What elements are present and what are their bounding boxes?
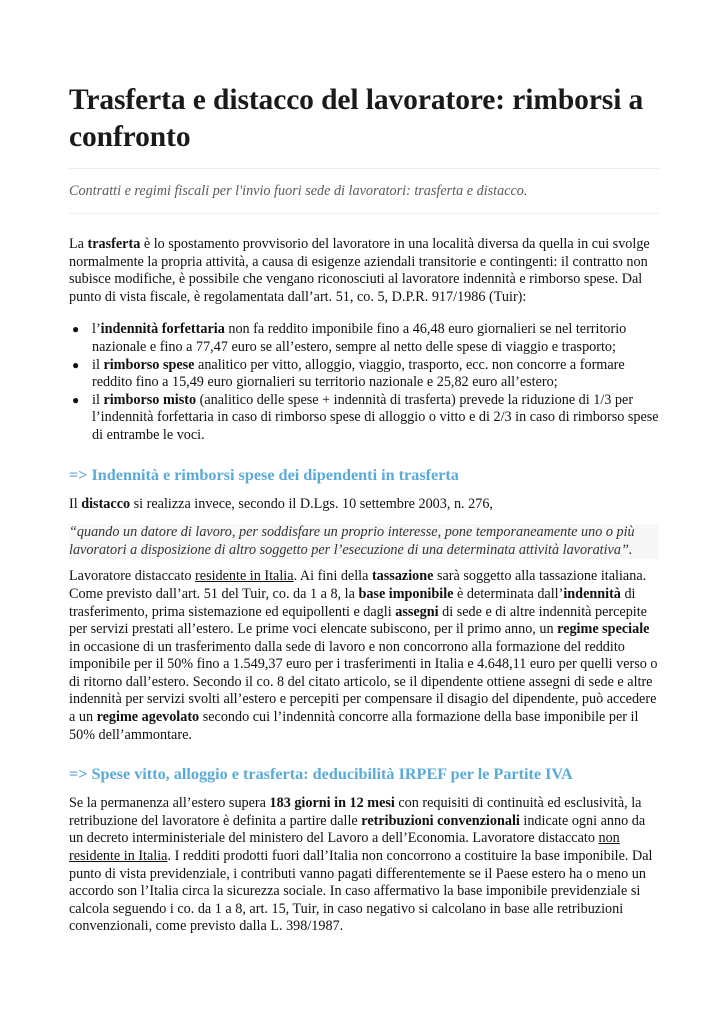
link-spese-vitto-alloggio[interactable]: => Spese vitto, alloggio e trasferta: deducibilità IRPEF per le Partite IVA — [69, 765, 573, 784]
residente-paragraph — [69, 568, 659, 744]
bullet-bold: indennità forfettaria — [100, 321, 225, 338]
p3-bold-regime-speciale: regime speciale — [557, 621, 650, 638]
p3-text-3: sarà soggetto alla tassazione italiana. Come previsto dall’art. 51 del Tuir, co. da 1 a 8, la — [69, 568, 647, 602]
distacco-paragraph — [69, 496, 659, 514]
p4-text-2: con requisiti di continuità ed esclusività, la retribuzione del lavoratore è definita a partire dalle — [69, 795, 642, 829]
distacco-quote: “quando un datore di lavoro, per soddisfare un proprio interesse, pone temporaneamente uno o più lavoratori a disposizione di altro soggetto per l’esecuzione di una determinata attività lavorativa”. — [69, 524, 659, 559]
distacco-bold: distacco — [81, 495, 131, 512]
p3-bold-base-imponibile: base imponibile — [358, 585, 454, 602]
title-divider — [69, 168, 659, 169]
p3-bold-assegni: assegni — [395, 603, 439, 620]
list-item — [72, 391, 659, 445]
bullet-bold: rimborso spese — [103, 356, 195, 373]
bullet-icon: ● — [72, 357, 80, 372]
bullet-text-2: non fa reddito imponibile fino a 46,48 euro giornalieri se nel territorio nazionale e fino a 77,47 euro se all’estero, sempre al netto delle spese di viaggio e trasporto; — [92, 321, 627, 355]
bullet-bold: rimborso misto — [103, 391, 197, 408]
distacco-text-2: si realizza invece, secondo il D.Lgs. 10 settembre 2003, n. 276, — [130, 495, 493, 512]
article-subtitle: Contratti e regimi fiscali per l'invio fuori sede di lavoratori: trasferta e distacco. — [69, 183, 528, 199]
bullet-text-1: il — [92, 391, 104, 408]
article — [69, 82, 659, 936]
list-item — [72, 356, 659, 392]
bullet-text-1: l’ — [92, 321, 101, 338]
p3-bold-regime-agevolato: regime agevolato — [96, 709, 200, 726]
bullet-text-1: il — [92, 356, 104, 373]
intro-paragraph — [69, 236, 659, 306]
p4-bold-183-giorni: 183 giorni in 12 mesi — [269, 795, 395, 812]
p3-text-4: è determinata dall’ — [453, 585, 564, 602]
p3-text-1: Lavoratore distaccato — [69, 568, 196, 585]
intro-text-2: è lo spostamento provvisorio del lavoratore in una località diversa da quella in cui svolge normalmente la propria attività, a causa di esigenze aziendali transitorie e contingenti: il contratto non subisce modifiche, è possibile che vengano riconosciuti al lavoratore indennità e rimborso spese. Dal punto di vista fiscale, è regolamentata dall’art. 51, co. 5, D.P.R. 917/1986 (Tuir): — [69, 236, 650, 305]
link-indennita-trasferta[interactable]: => Indennità e rimborsi spese dei dipendenti in trasferta — [69, 465, 459, 484]
intro-bold-trasferta: trasferta — [87, 236, 141, 252]
subtitle-divider — [69, 213, 659, 214]
estero-paragraph — [69, 795, 659, 936]
intro-text-1: La — [69, 236, 88, 252]
p4-text-4: . I redditi prodotti fuori dall’Italia non concorrono a costituire la base imponibile. Dal punto di vista previdenziale, i contributi vanno pagati differentemente se il Paese estero ha o meno un accordo son l’Italia circa la sicurezza sociale. In caso affermativo la base imponibile previdenziale si calcola seguendo i co. da 1 a 8, art. 15, Tuir, in caso negativo si calcolano in base alle retribuzioni convenzionali, come previsto dalla L. 398/1987. — [69, 848, 653, 935]
p4-bold-retribuzioni: retribuzioni convenzionali — [361, 812, 520, 829]
p3-text-6: di sede e di altre indennità percepite per servizi prestati all’estero. Le prime voci elencate subiscono, per il primo anno, un — [69, 603, 647, 638]
bullet-text-2: (analitico delle spese + indennità di trasferta) prevede la riduzione di 1/3 per l’indennità forfettaria in caso di rimborso spese di alloggio o vitto e di 2/3 in caso di rimborso spese di entrambe le voci. — [92, 391, 659, 443]
p3-underline-residente: residente in Italia — [195, 568, 294, 585]
list-item — [72, 321, 659, 356]
rimborsi-list — [69, 321, 659, 444]
p3-bold-tassazione: tassazione — [371, 568, 434, 585]
p3-text-2: . Ai fini della — [293, 568, 372, 585]
bullet-icon: ● — [72, 322, 80, 337]
distacco-text-1: Il — [69, 495, 82, 512]
p3-text-7: in occasione di un trasferimento dalla sede di lavoro e non concorrono alla formazione del reddito imponibile per il 50% fino a 1.549,37 euro per i trasferimenti in Italia e 4.648,11 euro per quelli verso o di ritorno dall’estero. Secondo il co. 8 del citato articolo, se il dipendente ottiene assegni di sede e altre indennità per servizi svolti all’estero e percepiti per compensare il disagio del dipendente, può accedere a un — [69, 638, 658, 726]
p3-text-5: di trasferimento, prima sistemazione ed equipollenti e dagli — [69, 585, 636, 620]
p3-text-8: secondo cui l’indennità concorre alla formazione della base imponibile per il 50% dell’ammontare. — [69, 709, 639, 743]
bullet-icon: ● — [72, 392, 80, 407]
p4-underline-non-residente: non residente in Italia — [69, 830, 620, 865]
bullet-text-2: analitico per vitto, alloggio, viaggio, trasporto, ecc. non concorre a formare reddito fino a 15,49 euro giornalieri su territorio nazionale e 25,82 euro all’estero; — [92, 356, 625, 391]
p3-bold-indennita: indennità — [563, 585, 621, 602]
p4-text-1: Se la permanenza all’estero supera — [69, 795, 270, 812]
article-title: Trasferta e distacco del lavoratore: rimborsi a confronto — [69, 84, 644, 153]
p4-text-3: indicate ogni anno da un decreto interministeriale del ministero del Lavoro a dell’Economia. Lavoratore distaccato — [69, 812, 646, 847]
